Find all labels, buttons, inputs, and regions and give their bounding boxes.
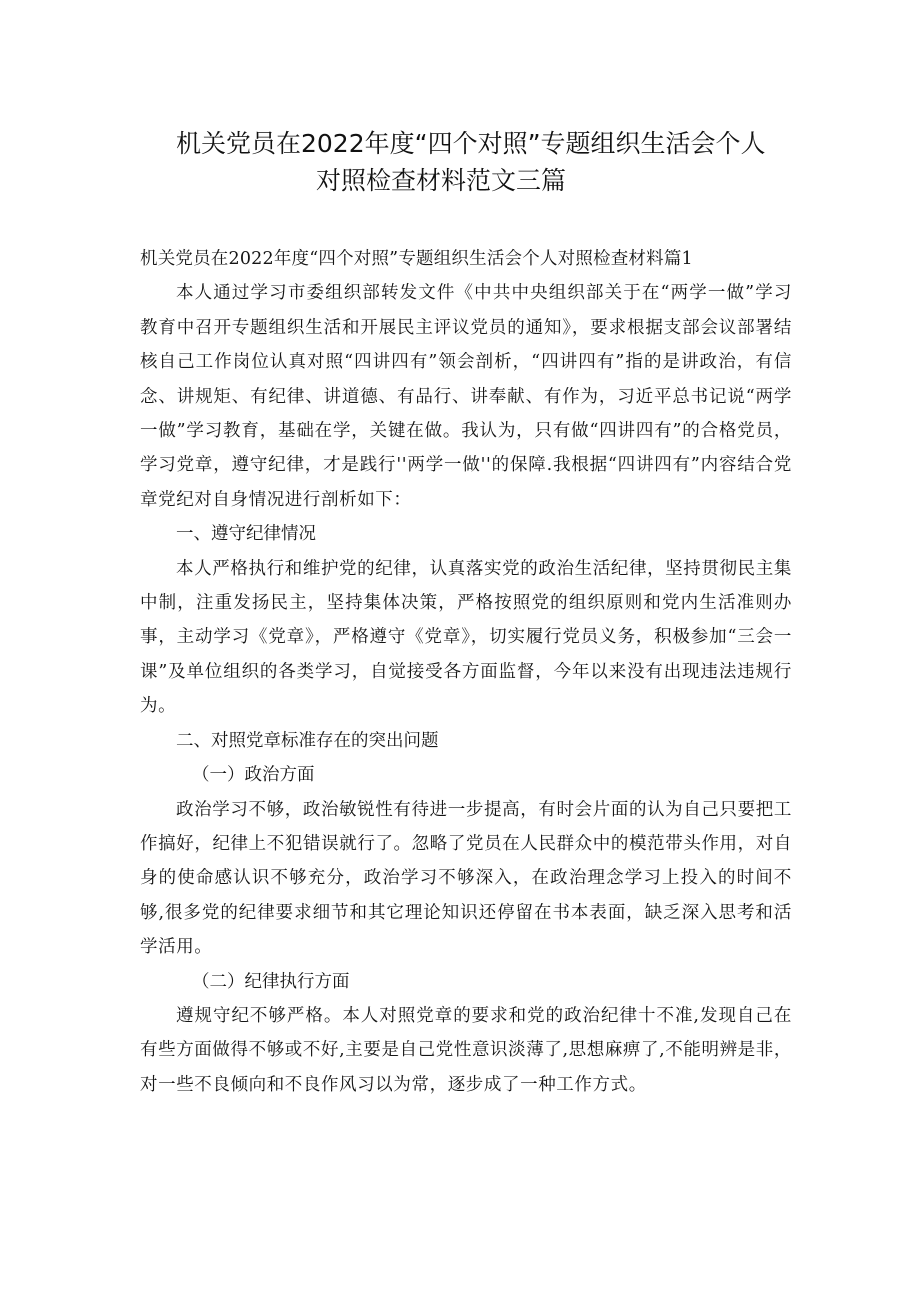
document-title-line-2: 对照检查材料范文三篇 xyxy=(316,165,567,195)
intro-paragraph: 本人通过学习市委组织部转发文件《中共中央组织部关于在“两学一做”学习教育中召开专题组织生活和开展民主评议党员的通知》，要求根据支部会议部署结核自己工作岗位认真对照“四讲四有”领会剖析，“四讲四有”指的是讲政治，有信念、讲规矩、有纪律、讲道德、有品行、讲奉献、有作为，习近平总书记说“两学一做”学习教育，基础在学，关键在做。我认为，只有做“四讲四有”的合格党员，学习党章，遵守纪律，才是践行''两学一做''的保障.我根据“四讲四有”内容结合党章党纪对自身情况进行剖析如下： xyxy=(140,283,792,510)
section-heading-discipline: 一、遵守纪律情况 xyxy=(176,524,316,545)
document-title-line-1: 机关党员在2022年度“四个对照”专题组织生活会个人 xyxy=(176,128,766,158)
document-body xyxy=(140,242,792,1102)
subsection-heading-discipline-execution: （二）纪律执行方面 xyxy=(192,971,350,992)
political-paragraph: 政治学习不够，政治敏锐性有待进一步提高，有时会片面的认为自己只要把工作搞好，纪律上不犯错误就行了。忽略了党员在人民群众中的模范带头作用，对自身的使命感认识不够充分，政治学习不够深入，在政治理念学习上投入的时间不够,很多党的纪律要求细节和其它理论知识还停留在书本表面，缺乏深入思考和活学活用。 xyxy=(140,799,792,958)
document-title xyxy=(150,125,790,199)
discipline-paragraph: 本人严格执行和维护党的纪律，认真落实党的政治生活纪律，坚持贯彻民主集中制，注重发扬民主，坚持集体决策，严格按照党的组织原则和党内生活准则办事，主动学习《党章》，严格遵守《党章》，切实履行党员义务，积极参加“三会一课”及单位组织的各类学习，自觉接受各方面监督，今年以来没有出现违法违规行为。 xyxy=(140,558,792,717)
section-heading-problems: 二、对照党章标准存在的突出问题 xyxy=(176,730,439,751)
discipline-execution-paragraph: 遵规守纪不够严格。本人对照党章的要求和党的政治纪律十不准,发现自己在有些方面做得不够或不好,主要是自己党性意识淡薄了,思想麻痹了,不能明辨是非，对一些不良倾向和不良作风习以为常，逐步成了一种工作方式。 xyxy=(140,1005,792,1095)
article-subtitle: 机关党员在2022年度“四个对照”专题组织生活会个人对照检查材料篇1 xyxy=(140,249,693,269)
subsection-heading-political: （一）政治方面 xyxy=(192,765,315,786)
